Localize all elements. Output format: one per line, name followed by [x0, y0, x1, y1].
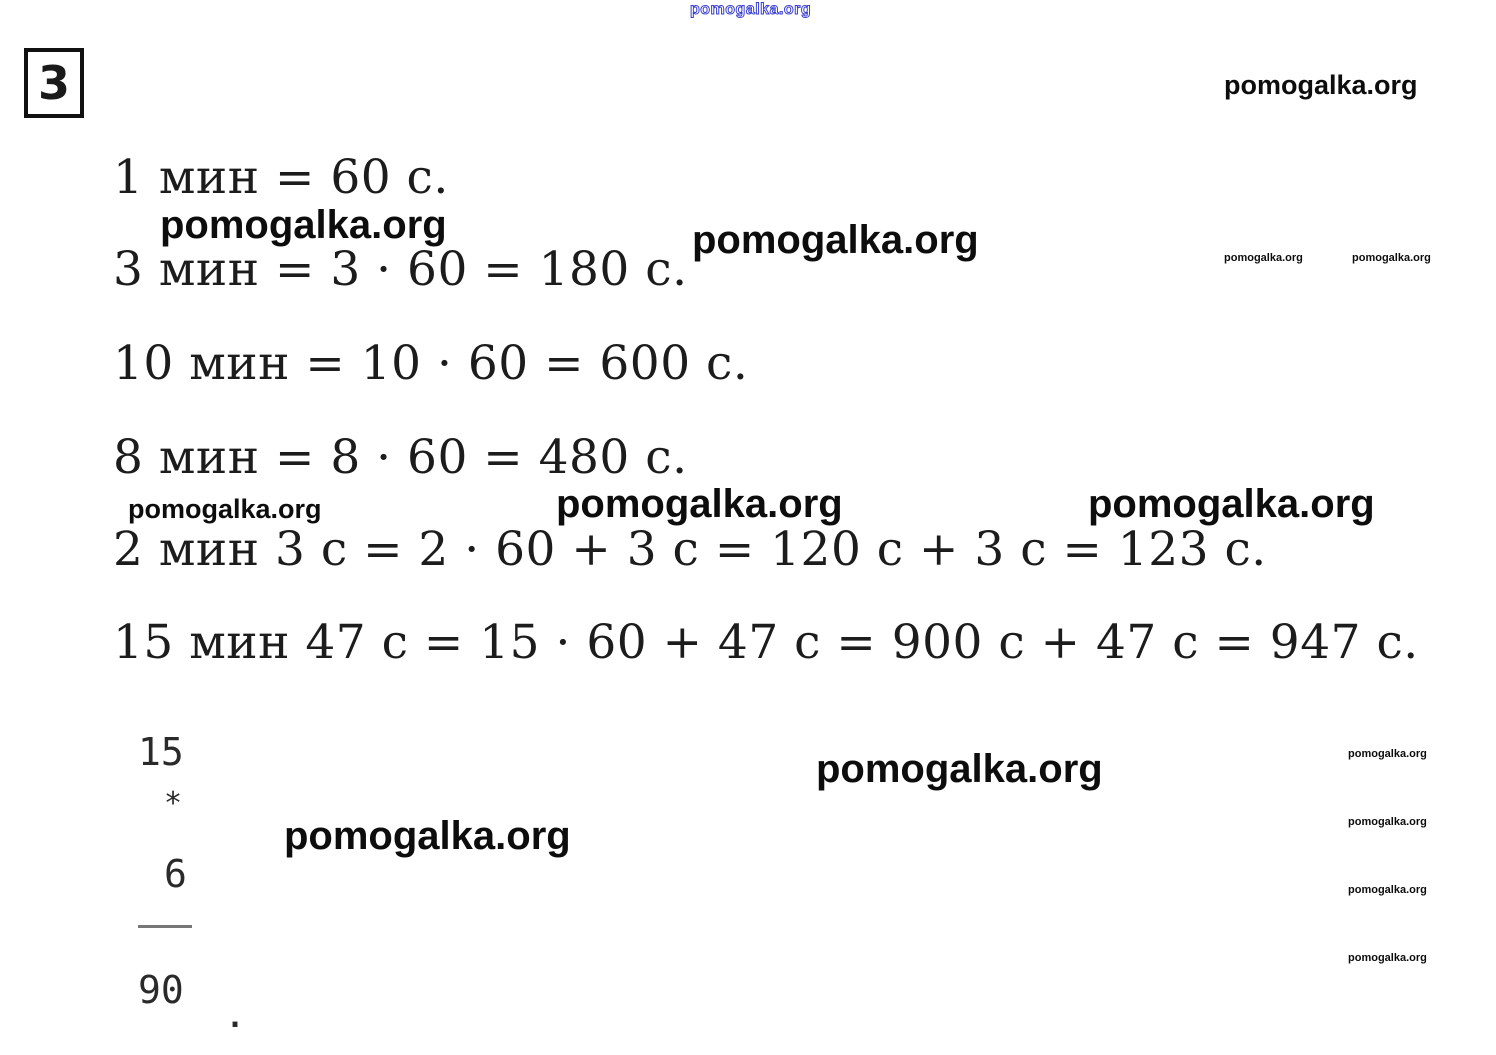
watermark: pomogalka.org — [1224, 252, 1303, 264]
column-divider — [138, 925, 192, 928]
watermark: pomogalka.org — [1348, 884, 1427, 896]
watermark: pomogalka.org — [284, 814, 571, 858]
math-line-6: 15 мин 47 с = 15 · 60 + 47 с = 900 с + 47 с = 947 с. — [113, 615, 1419, 670]
column-result: 90 — [138, 968, 184, 1012]
math-line-3: 10 мин = 10 · 60 = 600 с. — [113, 336, 749, 391]
task-number-box — [24, 48, 84, 118]
watermark-top: pomogalka.org — [690, 1, 812, 18]
watermark: pomogalka.org — [160, 203, 447, 247]
task-number: 3 — [37, 56, 70, 110]
column-trailing-mark: . — [226, 1000, 245, 1035]
watermark: pomogalka.org — [556, 482, 843, 526]
watermark: pomogalka.org — [1088, 482, 1375, 526]
watermark: pomogalka.org — [1348, 952, 1427, 964]
watermark: pomogalka.org — [692, 218, 979, 262]
math-line-2: 3 мин = 3 · 60 = 180 с. — [113, 242, 688, 297]
math-line-1: 1 мин = 60 с. — [113, 150, 449, 205]
column-operand-a: 15 — [138, 730, 184, 774]
watermark: pomogalka.org — [816, 747, 1103, 791]
math-line-5: 2 мин 3 с = 2 · 60 + 3 с = 120 с + 3 с = 123 с. — [113, 522, 1267, 577]
watermark: pomogalka.org — [1224, 70, 1418, 100]
column-operand-b: 6 — [164, 852, 187, 896]
watermark: pomogalka.org — [1348, 816, 1427, 828]
watermark: pomogalka.org — [128, 494, 322, 524]
math-line-4: 8 мин = 8 · 60 = 480 с. — [113, 430, 688, 485]
column-operator: * — [164, 786, 183, 821]
watermark: pomogalka.org — [1348, 748, 1427, 760]
watermark: pomogalka.org — [1352, 252, 1431, 264]
